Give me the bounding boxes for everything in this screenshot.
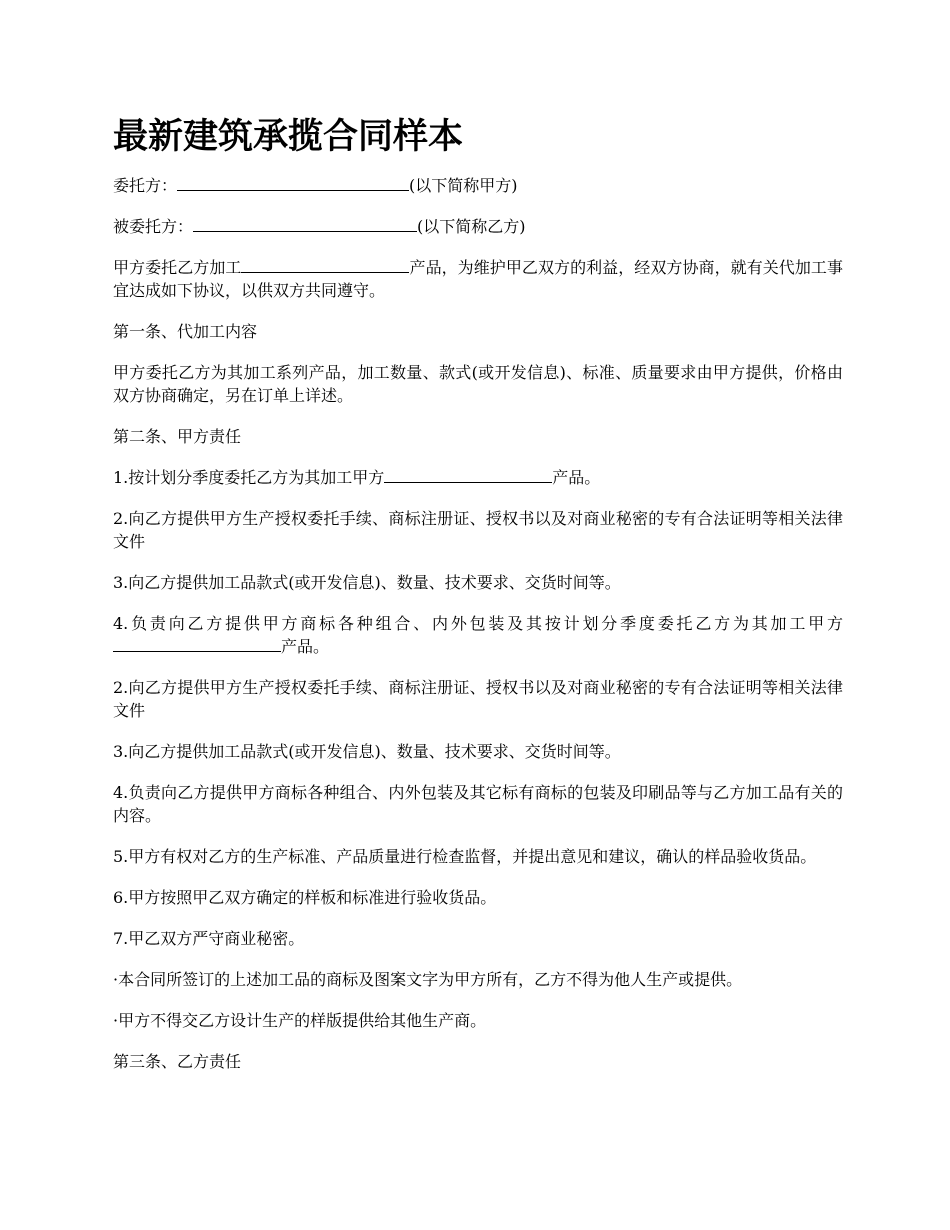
item-2a: 2.向乙方提供甲方生产授权委托手续、商标注册证、授权书以及对商业秘密的专有合法证明等相关法律文件 bbox=[113, 509, 843, 551]
item1-blank bbox=[384, 466, 552, 483]
intro-suffix: 产品，为维护甲乙双方的利益，经双方协商，就有关代加工事宜达成如下协议，以供双方共同遵守。 bbox=[113, 258, 843, 300]
article3-heading: 第三条、乙方责任 bbox=[113, 1052, 242, 1071]
document-title: 最新建筑承揽合同样本 bbox=[113, 117, 464, 157]
item-7: 7.甲乙双方严守商业秘密。 bbox=[113, 929, 305, 948]
item-1 bbox=[113, 466, 843, 489]
item4a-suffix: 产品。 bbox=[281, 637, 330, 656]
article1-heading: 第一条、代加工内容 bbox=[113, 322, 258, 341]
item-3b: 3.向乙方提供加工品款式(或开发信息)、数量、技术要求、交货时间等。 bbox=[113, 742, 621, 761]
client-blank bbox=[177, 174, 409, 191]
intro-product-blank bbox=[241, 256, 409, 273]
bullet-2: ·甲方不得交乙方设计生产的样版提供给其他生产商。 bbox=[113, 1011, 487, 1030]
article1-body: 甲方委托乙方为其加工系列产品，加工数量、款式(或开发信息)、标准、质量要求由甲方提供，价格由双方协商确定，另在订单上详述。 bbox=[113, 363, 843, 405]
article2-heading: 第二条、甲方责任 bbox=[113, 427, 242, 446]
contractor-line bbox=[113, 215, 843, 238]
item-5: 5.甲方有权对乙方的生产标准、产品质量进行检查监督，并提出意见和建议，确认的样品验收货品。 bbox=[113, 847, 817, 866]
item-2b: 2.向乙方提供甲方生产授权委托手续、商标注册证、授权书以及对商业秘密的专有合法证明等相关法律文件 bbox=[113, 678, 843, 720]
contractor-blank bbox=[193, 215, 417, 232]
contractor-suffix: (以下简称乙方) bbox=[417, 217, 526, 236]
bullet-1: ·本合同所签订的上述加工品的商标及图案文字为甲方所有，乙方不得为他人生产或提供。 bbox=[113, 970, 743, 989]
item4a-blank bbox=[113, 635, 281, 652]
intro-paragraph bbox=[113, 256, 843, 302]
item-4b: 4.负责向乙方提供甲方商标各种组合、内外包装及其它标有商标的包装及印刷品等与乙方加工品有关的内容。 bbox=[113, 783, 843, 825]
item1-prefix: 1.按计划分季度委托乙方为其加工甲方 bbox=[113, 468, 385, 487]
item-3a: 3.向乙方提供加工品款式(或开发信息)、数量、技术要求、交货时间等。 bbox=[113, 573, 621, 592]
item4a-prefix: 4.负责向乙方提供甲方商标各种组合、内外包装及其按计划分季度委托乙方为其加工甲方 bbox=[113, 614, 843, 633]
item-4a bbox=[113, 612, 843, 658]
contractor-label: 被委托方： bbox=[113, 217, 194, 236]
item1-suffix: 产品。 bbox=[552, 468, 601, 487]
document-page bbox=[113, 112, 843, 1091]
intro-prefix: 甲方委托乙方加工 bbox=[113, 258, 242, 277]
item-6: 6.甲方按照甲乙双方确定的样板和标准进行验收货品。 bbox=[113, 888, 497, 907]
client-line bbox=[113, 174, 843, 197]
client-suffix: (以下简称甲方) bbox=[409, 176, 518, 195]
client-label: 委托方： bbox=[113, 176, 178, 195]
